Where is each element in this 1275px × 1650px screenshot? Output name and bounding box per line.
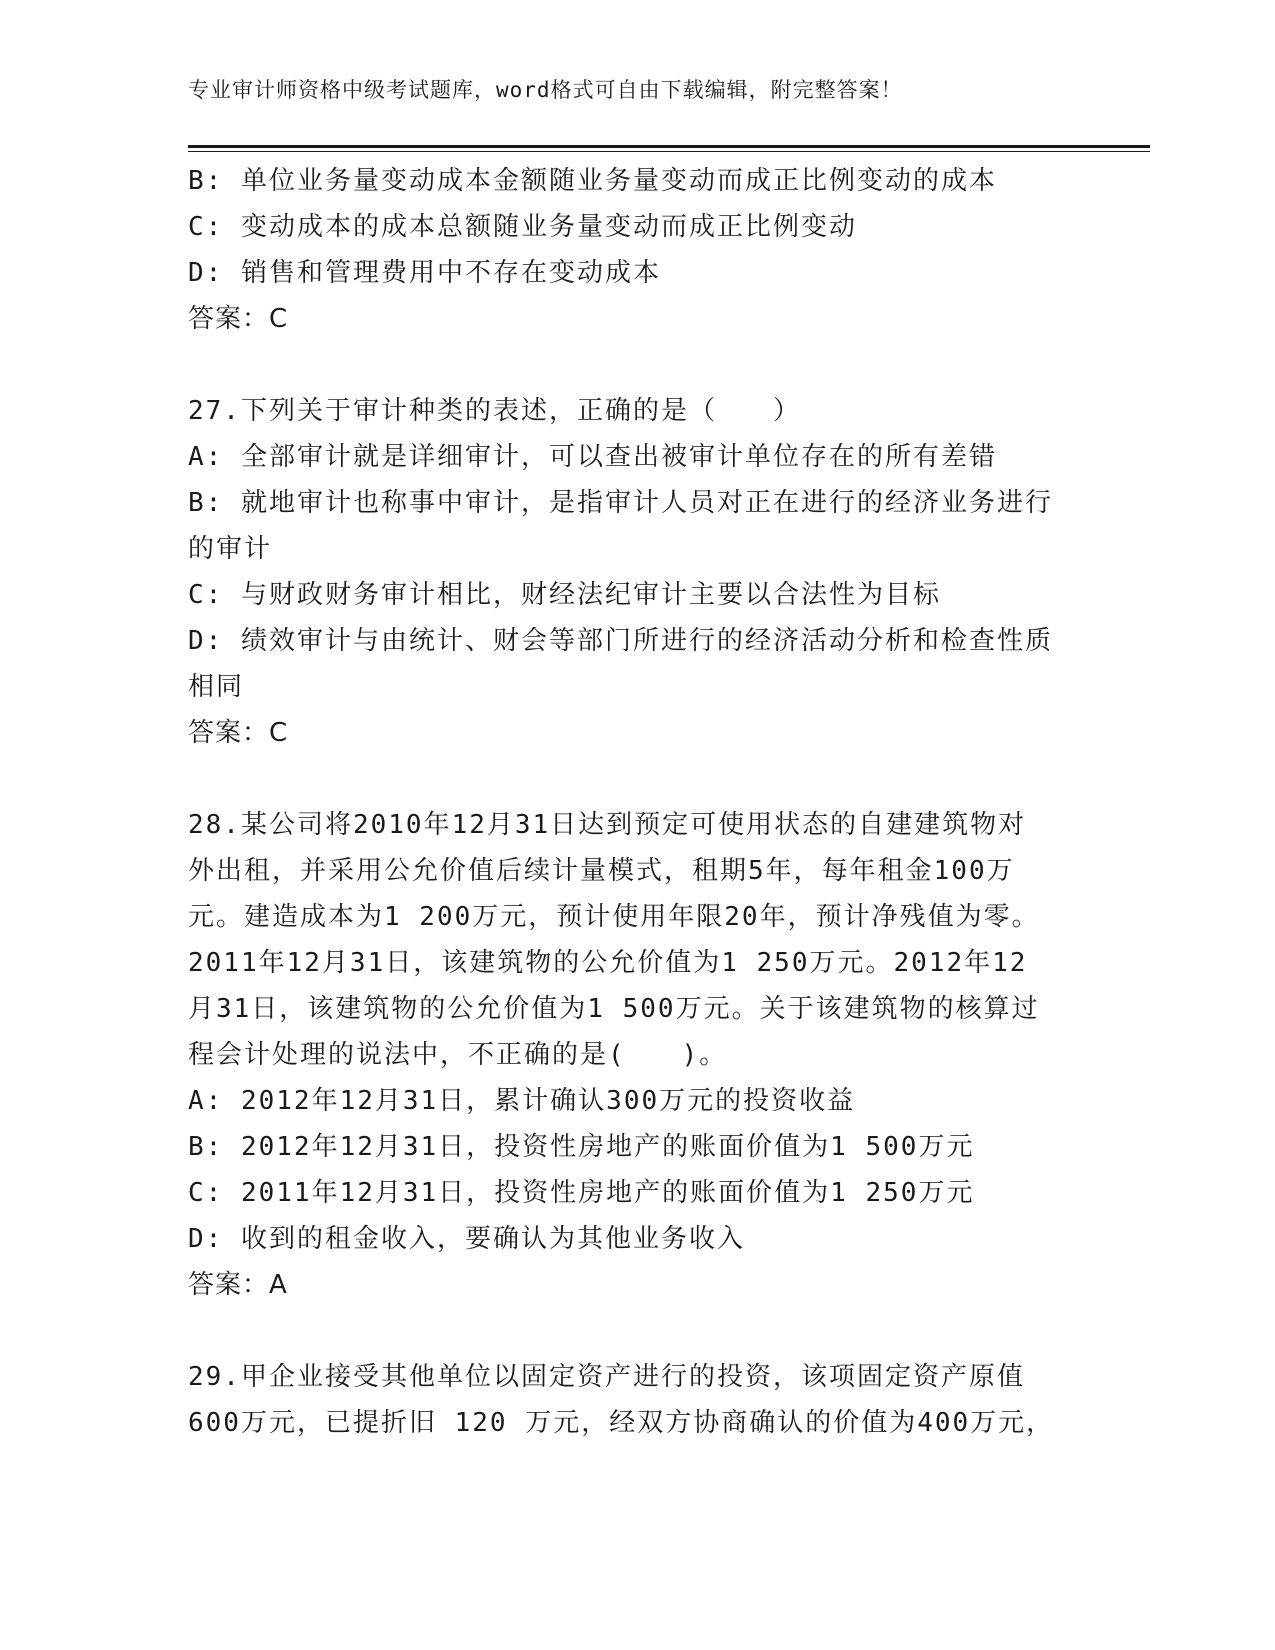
spacer: [188, 1308, 1088, 1354]
option-d: D: 销售和管理费用中不存在变动成本: [188, 258, 661, 288]
question-stem: 程会计处理的说法中，不正确的是( )。: [188, 1040, 728, 1070]
option-b: B: 单位业务量变动成本金额随业务量变动而成正比例变动的成本: [188, 166, 997, 196]
question-stem: 29.甲企业接受其他单位以固定资产进行的投资，该项固定资产原值: [188, 1362, 1025, 1392]
spacer: [188, 756, 1088, 802]
question-29: [188, 1354, 1088, 1446]
question-stem: 28.某公司将2010年12月31日达到预定可使用状态的自建建筑物对: [188, 810, 1027, 840]
question-27: [188, 388, 1088, 756]
page-header: 专业审计师资格中级考试题库，word格式可自由下载编辑，附完整答案！: [188, 78, 903, 102]
option-b-continued: 的审计: [188, 534, 273, 564]
question-stem: 27.下列关于审计种类的表述，正确的是（ ）: [188, 396, 801, 426]
question-stem: 元。建造成本为1 200万元，预计使用年限20年，预计净残值为零。: [188, 902, 1040, 932]
option-b: B: 2012年12月31日，投资性房地产的账面价值为1 500万元: [188, 1132, 975, 1162]
header-rule-thin: [188, 151, 1150, 152]
answer: 答案：C: [188, 304, 289, 334]
answer: 答案：A: [188, 1270, 288, 1300]
option-d-continued: 相同: [188, 672, 245, 702]
question-stem: 2011年12月31日，该建筑物的公允价值为1 250万元。2012年12: [188, 948, 1028, 978]
option-d: D: 绩效审计与由统计、财会等部门所进行的经济活动分析和检查性质: [188, 626, 1053, 656]
document-body: [188, 158, 1088, 1446]
option-a: A: 全部审计就是详细审计，可以查出被审计单位存在的所有差错: [188, 442, 997, 472]
option-c: C: 变动成本的成本总额随业务量变动而成正比例变动: [188, 212, 857, 242]
header-rule-thick: [188, 145, 1150, 148]
answer: 答案：C: [188, 718, 289, 748]
option-c: C: 2011年12月31日，投资性房地产的账面价值为1 250万元: [188, 1178, 975, 1208]
question-28: [188, 802, 1088, 1308]
question-stem: 600万元，已提折旧 120 万元，经双方协商确认的价值为400万元，: [188, 1408, 1055, 1438]
question-stem: 外出租，并采用公允价值后续计量模式，租期5年，每年租金100万: [188, 856, 1015, 886]
option-d: D: 收到的租金收入，要确认为其他业务收入: [188, 1224, 745, 1254]
question-stem: 月31日，该建筑物的公允价值为1 500万元。关于该建筑物的核算过: [188, 994, 1040, 1024]
option-b: B: 就地审计也称事中审计，是指审计人员对正在进行的经济业务进行: [188, 488, 1053, 518]
question-26-tail: [188, 158, 1088, 342]
option-c: C: 与财政财务审计相比，财经法纪审计主要以合法性为目标: [188, 580, 941, 610]
option-a: A: 2012年12月31日，累计确认300万元的投资收益: [188, 1086, 856, 1116]
spacer: [188, 342, 1088, 388]
